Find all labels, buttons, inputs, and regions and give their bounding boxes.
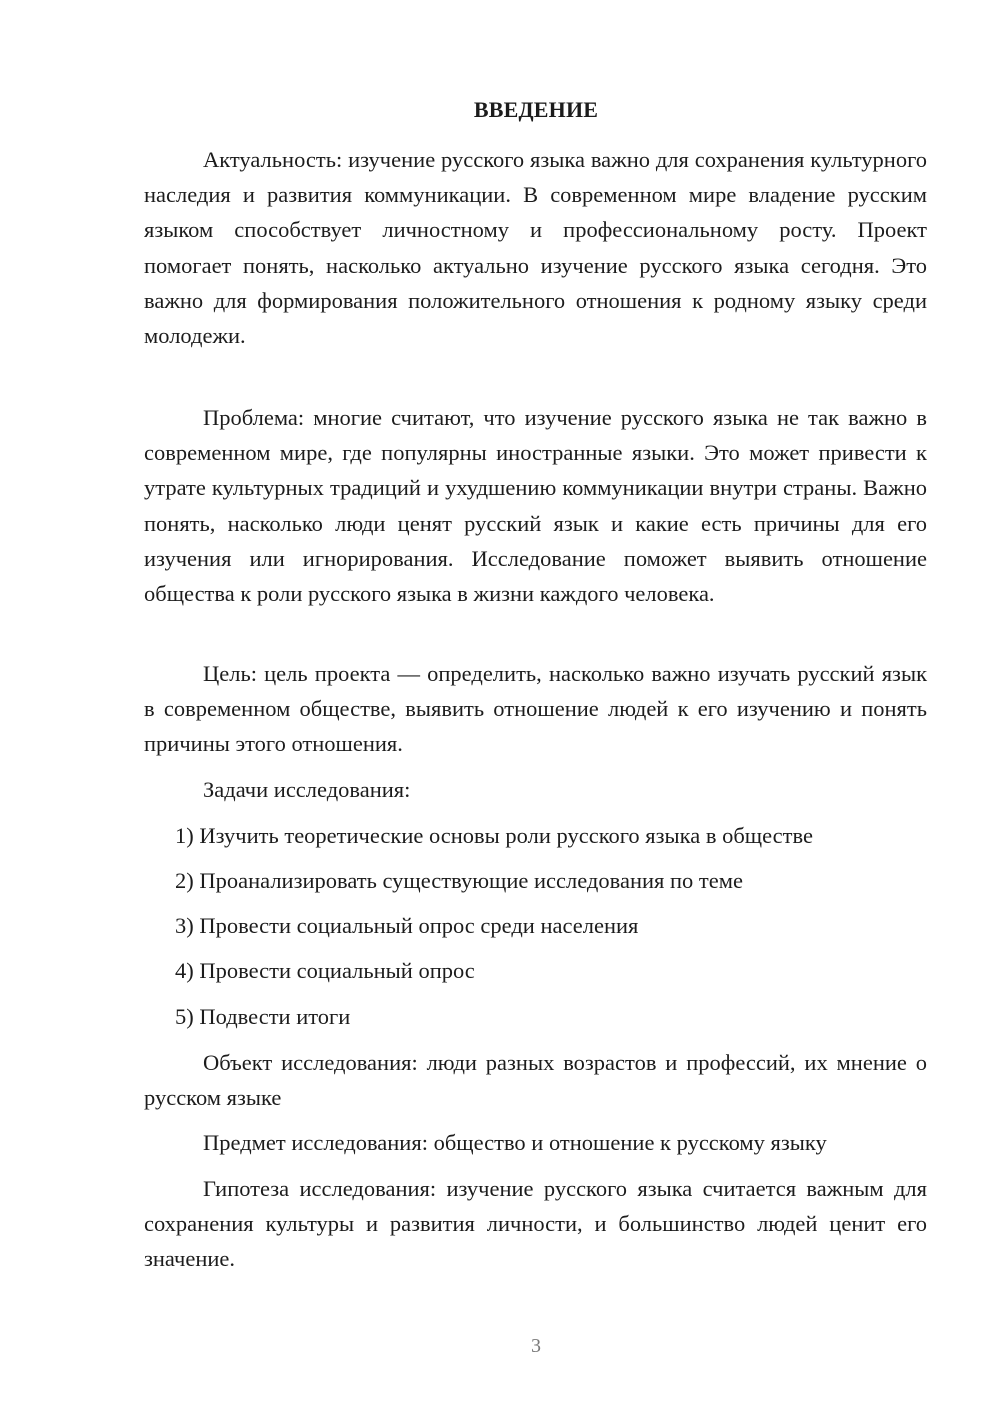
task-item: 4) Провести социальный опрос [175, 958, 475, 983]
page-number: 3 [531, 1335, 541, 1357]
object-paragraph: Объект исследования: люди разных возрастов и профессий, их мнение о русском языке [144, 1050, 927, 1111]
task-item: 1) Изучить теоретические основы роли русского языка в обществе [175, 823, 813, 848]
goal-paragraph: Цель: цель проекта — определить, насколько важно изучать русский язык в современном обществе, выявить отношение людей к его изучению и понять причины этого отношения. [144, 661, 927, 757]
tasks-heading: Задачи исследования: [203, 777, 411, 802]
task-item: 2) Проанализировать существующие исследования по теме [175, 868, 743, 893]
task-item: 5) Подвести итоги [175, 1004, 351, 1029]
page-title: ВВЕДЕНИЕ [473, 97, 599, 122]
hypothesis-paragraph: Гипотеза исследования: изучение русского языка считается важным для сохранения культуры и развития личности, и большинство людей ценит его значение. [144, 1176, 927, 1272]
relevance-paragraph: Актуальность: изучение русского языка важно для сохранения культурного наследия и развития коммуникации. В современном мире владение русским языком способствует личностному и профессиональному росту. Проект помогает понять, насколько актуально изучение русского языка сегодня. Это важно для формирования положительного отношения к родному языку среди молодежи. [144, 147, 927, 349]
problem-paragraph: Проблема: многие считают, что изучение русского языка не так важно в современном мире, где популярны иностранные языки. Это может привести к утрате культурных традиций и ухудшению коммуникации внутри страны. Важно понять, насколько люди ценят русский язык и какие есть причины для его изучения или игнорирования. Исследование поможет выявить отношение общества к роли русского языка в жизни каждого человека. [144, 405, 927, 607]
task-item: 3) Провести социальный опрос среди населения [175, 913, 639, 938]
subject-paragraph: Предмет исследования: общество и отношение к русскому языку [203, 1130, 827, 1155]
